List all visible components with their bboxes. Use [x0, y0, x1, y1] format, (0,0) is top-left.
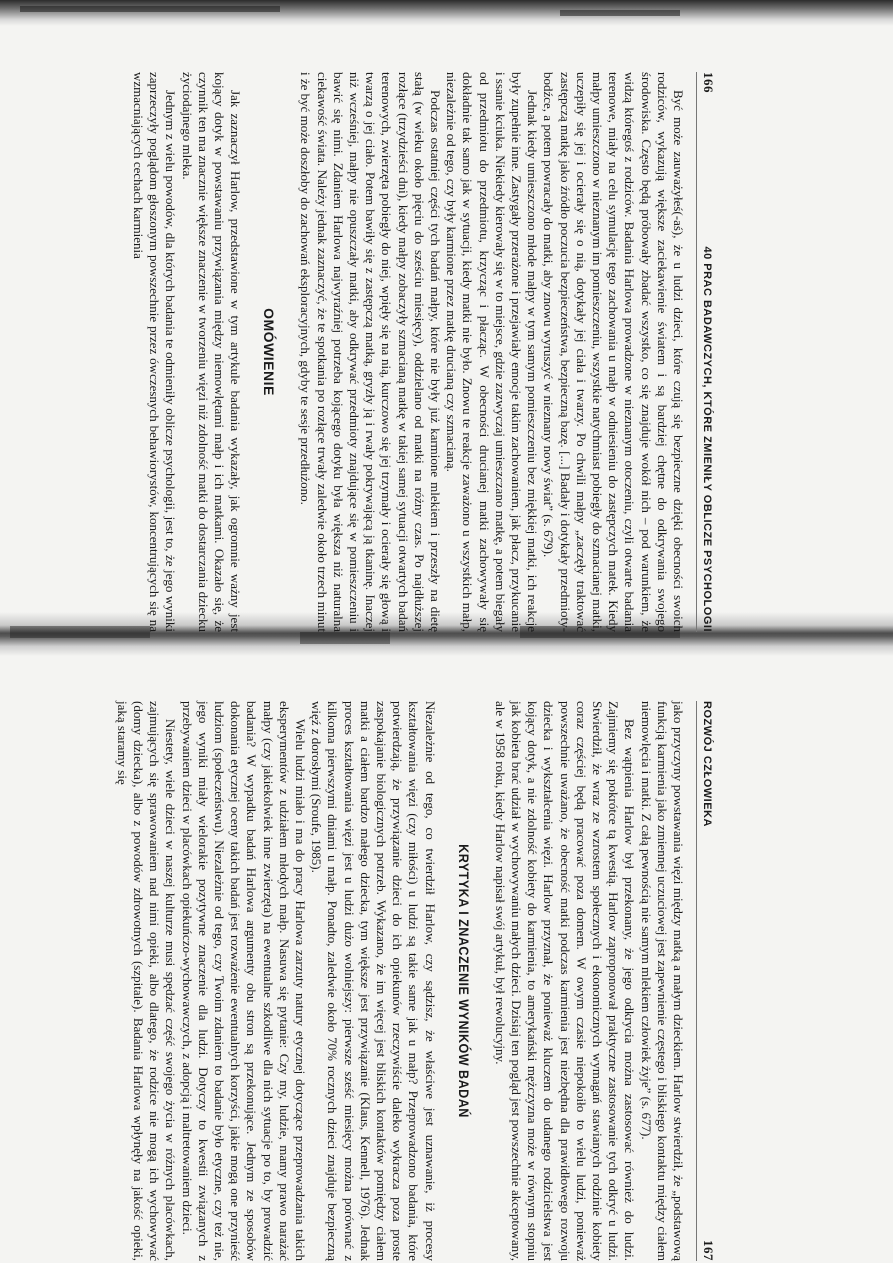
- paragraph: jako przyczyny powstawania więzi między matką a małym dzieckiem. Harlow stwierdził, że „podstawową funkcją karmienia jako zmiennej uczuciowej jest zapewnienie częstego i bliskiego kontaktu między ciałem niemowlęcia i matki. Z całą pewnością nie samym mlekiem człowiek żyje” (s. 677).: [638, 701, 686, 1261]
- section-heading: KRYTYKA I ZNACZENIE WYNIKÓW BADAŃ: [455, 844, 472, 1118]
- page-166: [0, 72, 716, 632]
- paragraph: Niestety, wiele dzieci w naszej kulturze musi spędzać część swojego życia w różnych placówkach, zajmujących się sprawowaniem nad nimi opieki, albo dlatego, że rodzice nie mogą ich wychowywać (domy dziecka), albo z powodów zdrowotnych (szpitale). Badania Harlowa wpłynęły na jakość opieki, jaką staramy się: [114, 701, 179, 1261]
- paragraph: Wielu ludzi miało i ma do pracy Harlowa zarzuty natury etycznej dotyczące przeprowadzania takich eksperymentów z udziałem młodych małp. Nasuwa się pytanie: Czy my, ludzie, mamy prawo narażać małpy (czy jakiekolwiek inne zwierzęta) na ewentualne szkodliwe dla nich sytuacje po to, by prowadzić badania? W wypadku badań Harlowa argumenty obu stron są przekonujące. Jednym ze sposobów dokonania etycznej oceny takich badań jest rozważenie ewentualnych korzyści, jakie mogą one przynieść ludziom (społeczeństwu). Niezależnie od tego, czy Twoim zdaniem to badanie było etyczne, czy też nie, jego wyniki miały wielorakie pozytywne znaczenie dla ludzi. Dotyczy to kwestii związanych z przebywaniem dzieci w placówkach opiekuńczo-wychowawczych, z adopcją i maltretowaniem dzieci.: [179, 701, 308, 1261]
- paragraph: Niezależnie od tego, co twierdził Harlow, czy sądzisz, że właściwe jest uznawanie, iż procesy kształtowania więzi (czy miłości) u ludzi są takie same jak u małp? Przeprowadzono badania, które potwierdzają, że przywiązanie dzieci do ich opiekunów rzeczywiście daleko wykracza poza proste zaspokajanie biologicznych potrzeb. Wykazano, że im więcej jest bliskich kontaktów pomiędzy ciałem matki a ciałem bardzo małego dziecka, tym większe jest przywiązanie (Klaus, Kennell, 1976). Jednak proces kształtowania więzi jest u ludzi dużo wolniejszy: pierwsze sześć miesięcy można porównać z kilkoma pierwszymi dniami u małp. Ponadto, zaledwie około 70% rocznych dzieci znajduje bezpieczną więź z dorosłymi (Sroufe, 1985).: [309, 701, 438, 1261]
- scan-shadow-top: [0, 0, 893, 26]
- page-number: 167: [701, 1240, 716, 1261]
- paragraph: Podczas ostatniej części tych badań małpy, które nie były już karmione mlekiem i przeszły na dietę stałą (w wieku około pięciu do sześciu miesięcy), oddzielano od matki na różny czas. Po najdłuższej rozłące (trzydzieści dni), kiedy małpy zobaczyły szmacianą matkę w takiej samej sytuacji otwartych badań terenowych, zwierzęta pobiegły do niej, wpięły się na nią, kurczowo się jej trzymały i ocierały się głową i twarzą o jej ciało. Potem bawiły się z zastępczą matką, gryzły ją i rwały pokrywającą ją tkaninę. Inaczej niż wcześniej, małpy nie opuszczały matki, aby odkrywać przedmioty znajdujące się w pomieszczeniu i bawić się nimi. Zdaniem Harlowa najwyraźniej potrzeba kojącego dotyku była większa niż naturalna ciekawość świata. Należy jednak zaznaczyć, że te spotkania po rozłące trwały zaledwie około trzech minut i że być może doszłoby do zachowań eksploracyjnych, gdyby te sesje przedłużono.: [298, 72, 443, 632]
- running-head-title: 40 PRAC BADAWCZYCH, KTÓRE ZMIENIŁY OBLICZE PSYCHOLOGII: [701, 246, 713, 632]
- section-heading: OMÓWIENIE: [261, 308, 278, 396]
- running-header: [696, 701, 716, 1261]
- paragraph: Jak zaznaczył Harlow, przedstawione w tym artykule badania wykazały, jak ogromnie ważny jest kojący dotyk w powstawaniu przywiązania między niemowlętami małp i ich matkami. Okazało się, że czynnik ten ma znacznie większe znaczenie w tworzeniu więzi niż zdolność matki do dostarczania dziecku życiodajnego mleka.: [179, 72, 244, 632]
- running-head-title: ROZWÓJ CZŁOWIEKA: [701, 701, 713, 827]
- paragraph: Jednak kiedy umieszczono młode małpy w tym samym pomieszczeniu bez miękkiej matki, ich reakcje były zupełnie inne. Zastygały przerażone i przejawiały emocje takim zachowaniem, jak płacz, przykucanie i ssanie kciuka. Niekiedy kierowały się w to miejsce, gdzie zazwyczaj umieszczano matkę, a potem biegały od przedmiotu do przedmiotu, krzycząc i płacząc. W obecności drucianej matki zachowywały się dokładnie tak samo jak w sytuacji, kiedy matki nie było. Znowu te reakcje zaważono u wszystkich małp, niezależnie od tego, czy były karmione przez matkę drucianą czy szmacianą.: [444, 72, 541, 632]
- body-text: [114, 701, 687, 1261]
- paragraph: Bez wątpienia Harlow był przekonany, że jego odkrycia można zastosować również do ludzi. Zajmiemy się pokrótce tą kwestią. Harlow zaproponował praktyczne zastosowanie tych odkryć u ludzi. Stwierdził, że wraz ze wzrostem społecznych i ekonomicznych wymagań stawianych rodzinie kobiety coraz częściej będą pracować poza domem. W owym czasie niepokoiło to wielu ludzi, ponieważ powszechnie uważano, że obecność matki podczas karmienia jest niezbędna dla prawidłowego rozwoju dziecka i wykształcenia więzi. Harlow przyznał, że ponieważ kluczem do udanego rodzicielstwa jest kojący dotyk, a nie zdolność kobiety do karmienia, to amerykański mężczyzna może w równym stopniu jak kobieta brać udział w wychowywaniu małych dzieci. Dzisiaj ten pogląd jest powszechnie akceptowany, ale w 1958 roku, kiedy Harlow napisał swój artykuł, był rewolucyjny.: [492, 701, 638, 1261]
- page-167: [0, 701, 716, 1261]
- body-text: [130, 72, 686, 632]
- running-header: [696, 72, 716, 632]
- page-number: 166: [701, 72, 716, 93]
- paragraph: Jednym z wielu powodów, dla których badania te odmieniły oblicze psychologii, jest to, że jego wyniki zaprzeczyły poglądom głoszonym powszechnie przez ówczesnych behawiorystów, koncentrujących się na wzmacniających cechach karmienia: [130, 72, 179, 632]
- paragraph: Być może zauważyłeś(-aś), że u ludzi dzieci, które czują się bezpieczne dzięki obecności swoich rodziców, wykazują większe zaciekawienie światem i są bardziej chętne do odkrywania swojego środowiska. Często będą próbowały zbadać wszystko, co się znajduje wokół nich – pod warunkiem, że widzą któregoś z rodziców. Badania Harlowa prowadzone w nieznanym otoczeniu, czyli otwarte badania terenowe, miały na celu symulację tego zachowania u małp w odniesieniu do zastępczych matek. Kiedy małpy umieszczono w nieznanym im pomieszczeniu, wszystkie natychmiast pobiegły do szmacianej matki, uczepiły się jej i ocierały się o nią, dotykały jej ciała i twarzy. Po chwili małpy „zaczęły traktować zastępczą matkę jako źródło poczucia bezpieczeństwa, bezpieczną bazę. [...] Badały i dotykały przedmioty-bodźce, a potem powracały do matki, aby znowu wyruszyć w nieznany nowy świat” (s. 679).: [541, 72, 686, 632]
